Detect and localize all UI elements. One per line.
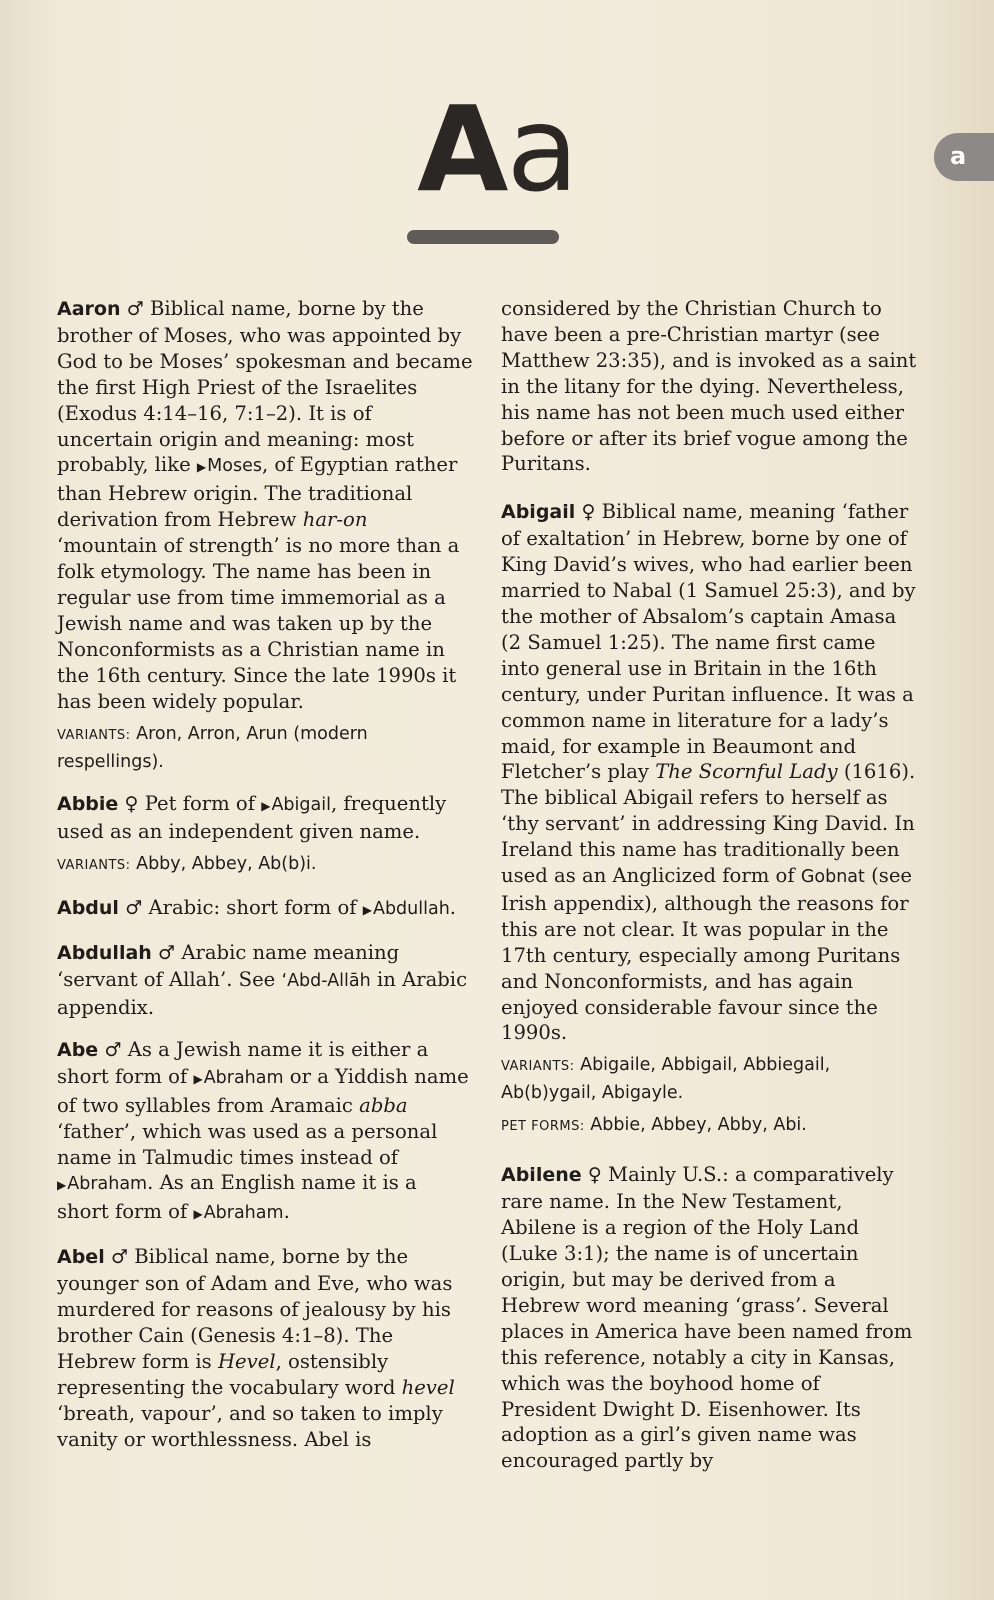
entry-abel-continued xyxy=(501,296,917,477)
headword: Abilene xyxy=(501,1164,582,1187)
cross-reference: ▶Moses xyxy=(196,456,262,477)
variants-line: VARIANTS: Abigaile, Abbigail, Abbiegail, Ab(b)ygail, Abigayle. xyxy=(501,1055,831,1104)
entry-body: Abdullah ♂ Arabic name meaning ‘servant of Allah’. See ‘Abd-Allāh in Arabic appendix. xyxy=(57,941,468,1020)
section-letter: Aa xyxy=(417,80,577,218)
cross-reference: ‘Abd-Allāh xyxy=(281,971,371,992)
male-symbol-icon: ♂ xyxy=(104,1038,122,1061)
right-column xyxy=(501,296,917,1490)
cross-reference: ▶Abraham xyxy=(193,1203,284,1224)
headword: Abigail xyxy=(501,501,576,524)
section-header xyxy=(0,80,994,244)
entry-body: Abel ♂ Biblical name, borne by the younger son of Adam and Eve, who was murdered for reasons of jealousy by his brother Cain (Genesis 4:1–8). The Hebrew form is Hevel, ostensibly representing the vocabulary word hevel ‘breath, vapour’, and so taken to imply vanity or worthlessness. Abel is xyxy=(57,1245,455,1451)
variants-line: VARIANTS: Aron, Arron, Arun (modern respellings). xyxy=(57,723,368,772)
entry-abilene xyxy=(501,1162,917,1474)
cross-reference: Gobnat xyxy=(800,867,865,888)
thumb-index-tab: a xyxy=(934,133,994,181)
triangle-pointer-icon: ▶ xyxy=(57,1178,67,1193)
male-symbol-icon: ♂ xyxy=(125,897,143,920)
entry-body: Aaron ♂ Biblical name, borne by the brother of Moses, who was appointed by God to be Moses’ spokesman and became the first High Priest of the Israelites (Exodus 4:14–16, 7:1–2). It is of uncertain origin and meaning: most probably, like ▶Moses, of Egyptian rather than Hebrew origin. The traditional derivation from Hebrew har-on ‘mountain of strength’ is no more than a folk etymology. The name has been in regular use from time immemorial as a Jewish name and was taken up by the Nonconformists as a Christian name in the 16th century. Since the late 1990s it has been widely popular. xyxy=(57,297,473,713)
male-symbol-icon: ♂ xyxy=(110,1246,128,1269)
pet-forms-line: PET FORMS: Abbie, Abbey, Abby, Abi. xyxy=(501,1115,807,1136)
headword: Aaron xyxy=(57,298,121,320)
header-rule xyxy=(407,230,559,244)
female-symbol-icon: ♀ xyxy=(587,1164,602,1187)
male-symbol-icon: ♂ xyxy=(158,942,176,965)
headword: Abel xyxy=(57,1246,105,1269)
triangle-pointer-icon: ▶ xyxy=(193,1207,203,1222)
headword: Abe xyxy=(57,1038,99,1061)
entry-body: Abilene ♀ Mainly U.S.: a comparatively rare name. In the New Testament, Abilene is a region of the Holy Land (Luke 3:1); the name is of uncertain origin, but may be derived from a Hebrew word meaning ‘grass’. Several places in America have been named from this reference, notably a city in Kansas, which was the boyhood home of President Dwight D. Eisenhower. Its adoption as a girl’s given name was encouraged partly by xyxy=(501,1163,913,1473)
entry-body: Abe ♂ As a Jewish name it is either a short form of ▶Abraham or a Yiddish name of two syllables from Aramaic abba ‘father’, which was used as a personal name in Talmudic times instead of ▶Abraham. As an English name it is a short form of ▶Abraham. xyxy=(57,1037,469,1224)
left-column xyxy=(57,296,473,1490)
entry-abe xyxy=(57,1037,473,1228)
entry-body: Abdul ♂ Arabic: short form of ▶Abdullah. xyxy=(57,896,457,920)
entry-body: considered by the Christian Church to have been a pre-Christian martyr (see Matthew 23:35), and is invoked as a saint in the litany for the dying. Nevertheless, his name has not been much used either before or after its brief vogue among the Puritans. xyxy=(501,297,917,476)
headword: Abbie xyxy=(57,792,119,815)
triangle-pointer-icon: ▶ xyxy=(196,460,207,475)
entry-abigail xyxy=(501,499,917,1140)
female-symbol-icon: ♀ xyxy=(581,501,596,524)
variants-line: VARIANTS: Abby, Abbey, Ab(b)i. xyxy=(57,854,317,875)
cross-reference: ▶Abraham xyxy=(57,1174,148,1195)
entry-body: Abigail ♀ Biblical name, meaning ‘father of exaltation’ in Hebrew, borne by one of King David’s wives, who had earlier been married to Nabal (1 Samuel 25:3), and by the mother of Absalom’s captain Amasa (2 Samuel 1:25). The name first came into general use in Britain in the 16th century, under Puritan influence. It was a common name in literature for a lady’s maid, for example in Beaumont and Fletcher’s play The Scornful Lady (1616). The biblical Abigail refers to herself as ‘thy servant’ in addressing King David. In Ireland this name has traditionally been used as an Anglicized form of Gobnat (see Irish appendix), although the reasons for this are not clear. It was popular in the 17th century, especially among Puritans and Nonconformists, and has again enjoyed considerable favour since the 1990s. xyxy=(501,500,916,1045)
cross-reference: ▶Abdullah xyxy=(362,899,450,920)
cross-reference: ▶Abraham xyxy=(193,1067,284,1088)
entry-abdullah xyxy=(57,940,473,1021)
headword: Abdullah xyxy=(57,942,152,965)
entries-columns xyxy=(57,296,917,1490)
cross-reference: ▶Abigail xyxy=(261,794,331,815)
entry-abel xyxy=(57,1244,473,1452)
headword: Abdul xyxy=(57,897,119,920)
entry-body: Abbie ♀ Pet form of ▶Abigail, frequently used as an independent given name. xyxy=(57,791,447,844)
entry-abdul xyxy=(57,895,473,924)
triangle-pointer-icon: ▶ xyxy=(362,903,372,918)
female-symbol-icon: ♀ xyxy=(124,792,139,815)
entry-abbie xyxy=(57,791,473,880)
entry-aaron xyxy=(57,296,473,775)
triangle-pointer-icon: ▶ xyxy=(261,798,271,813)
male-symbol-icon: ♂ xyxy=(126,298,144,320)
triangle-pointer-icon: ▶ xyxy=(193,1071,203,1086)
